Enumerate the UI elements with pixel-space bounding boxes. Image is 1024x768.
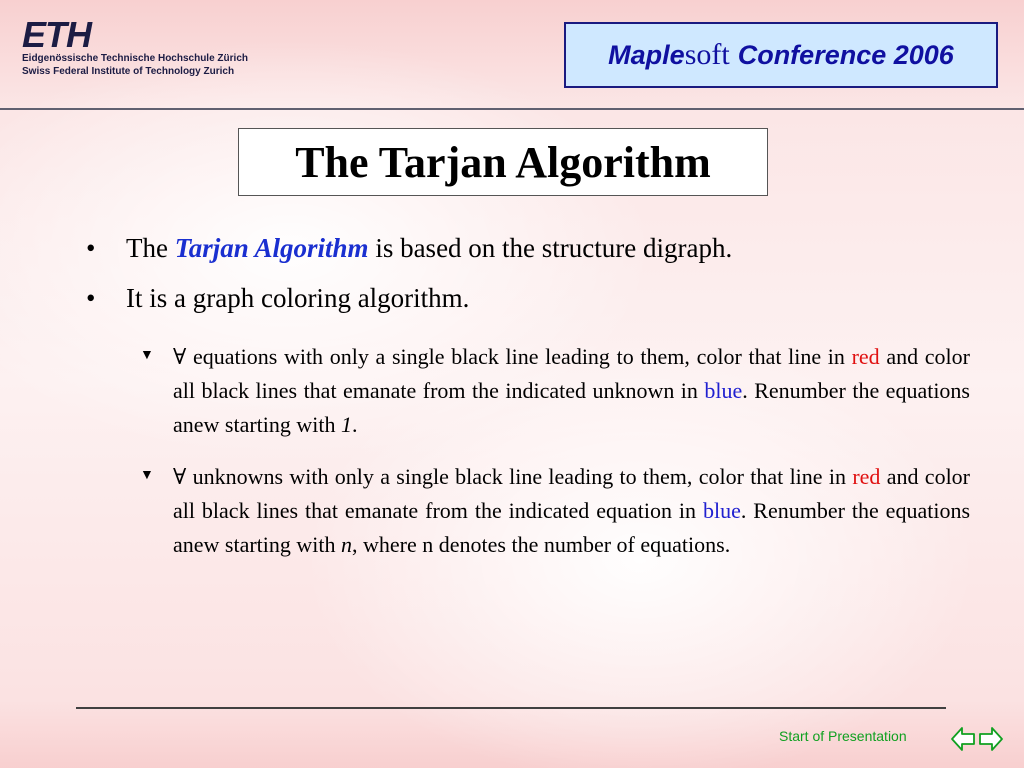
- bullet-text-post: is based on the structure digraph.: [368, 233, 733, 263]
- text-segment: . Renumber the equations anew starting with: [173, 498, 971, 557]
- text-segment: ∀ equations with only a single black line leading to them, color that line in: [173, 344, 852, 369]
- triangle-bullet-icon: ▼: [140, 468, 154, 483]
- triangle-bullet-icon: ▼: [140, 348, 154, 363]
- bullet-list: [86, 228, 966, 328]
- slide-title: The Tarjan Algorithm: [295, 137, 711, 187]
- text-segment: .: [352, 412, 358, 437]
- sub-bullet-list: [140, 340, 970, 580]
- italic-symbol: 1: [341, 412, 353, 437]
- start-of-presentation-link[interactable]: Start of Presentation: [779, 728, 907, 744]
- bullet-item: [86, 278, 966, 318]
- text-segment: . Renumber the equations anew starting with: [173, 378, 970, 437]
- bullet-text: [126, 228, 732, 268]
- red-word: red: [852, 464, 881, 489]
- conference-soft: soft: [684, 38, 730, 71]
- red-word: red: [851, 344, 880, 369]
- sub-bullet-text: [173, 340, 970, 442]
- blue-word: blue: [702, 498, 741, 523]
- sub-bullet-text: [173, 460, 970, 562]
- eth-logo-line1: Eidgenössische Technische Hochschule Zürich: [22, 53, 248, 64]
- text-segment: , where n denotes the number of equations.: [352, 532, 731, 557]
- bullet-text-pre: The: [126, 233, 175, 263]
- text-segment: and color all black lines that emanate from the indicated equation in: [173, 464, 971, 523]
- blue-word: blue: [704, 378, 743, 403]
- header-divider: [0, 108, 1024, 110]
- sub-bullet-item: [140, 340, 970, 442]
- slide-navigation: [950, 724, 1004, 754]
- arrow-left-icon[interactable]: [950, 724, 976, 754]
- footer-divider: [76, 707, 946, 709]
- text-segment: ∀ unknowns with only a single black line leading to them, color that line in: [173, 464, 853, 489]
- eth-logo: [22, 14, 248, 78]
- bullet-emphasis: Tarjan Algorithm: [174, 233, 369, 263]
- text-segment: and color all black lines that emanate from the indicated unknown in: [173, 344, 970, 403]
- bullet-dot-icon: •: [86, 283, 96, 313]
- title-box: [238, 128, 768, 196]
- eth-logo-mark: ETH: [22, 14, 91, 55]
- conference-banner: [564, 22, 998, 88]
- conference-maple: Maple: [608, 39, 685, 70]
- italic-symbol: n: [341, 532, 353, 557]
- arrow-right-icon[interactable]: [978, 724, 1004, 754]
- bullet-dot-icon: •: [86, 233, 96, 263]
- eth-logo-line2: Swiss Federal Institute of Technology Zurich: [22, 66, 235, 77]
- bullet-text: It is a graph coloring algorithm.: [126, 283, 470, 313]
- sub-bullet-item: [140, 460, 970, 562]
- bullet-item: [86, 228, 966, 268]
- conference-year: Conference 2006: [737, 39, 954, 70]
